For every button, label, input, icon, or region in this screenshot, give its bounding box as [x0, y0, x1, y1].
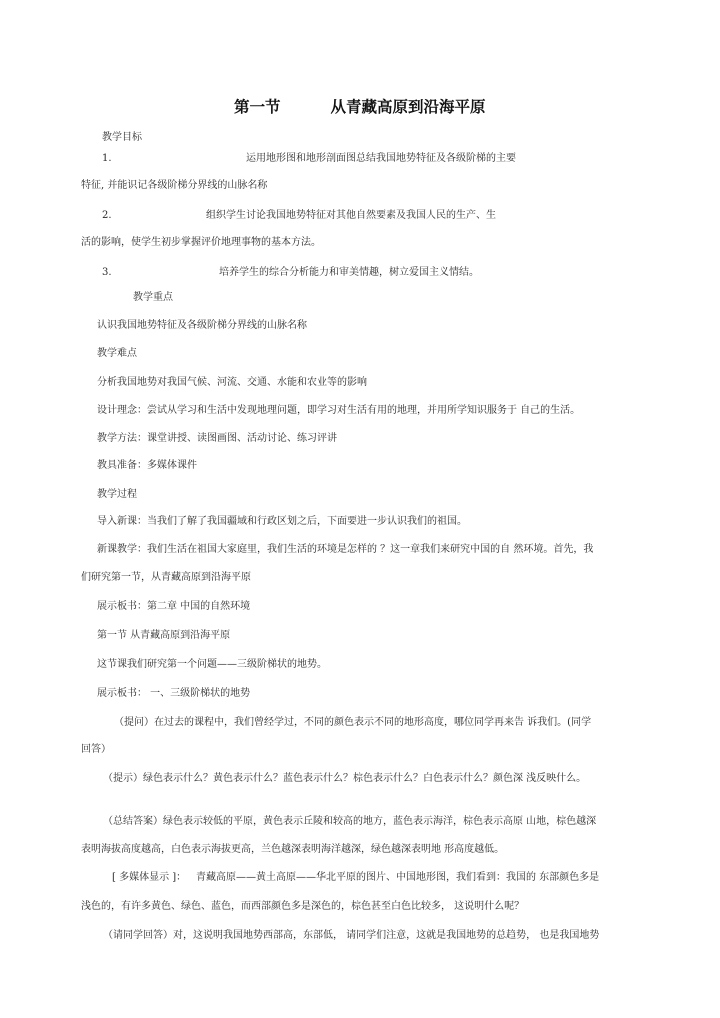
new-lesson-line-2: 们研究第一节，从青藏高原到沿海平原 [81, 572, 251, 583]
difficulties-heading: 教学难点 [97, 348, 137, 359]
intro-paragraph: 导入新课：当我们了解了我国疆域和行政区划之后，下面要进一步认识我们的祖国。 [97, 516, 467, 527]
new-lesson-line-1: 新课教学：我们生活在祖国大家庭里，我们生活的环境是怎样的 ？这一章我们来研究中国的自 然环境。首先，我 [97, 544, 594, 555]
objective-2-number: 2. [102, 210, 112, 221]
media-line-2: 浅色的，有许多黄色、绿色、蓝色，而西部颜色多是深色的，棕色甚至白色比较多， 这说明什么呢？ [81, 901, 525, 912]
board-display-1: 展示板书：第二章 中国的自然环境 [97, 601, 251, 612]
media-line-1: 青藏高原——黄土高原——华北平原的图片、中国地形图，我们看到：我国的 东部颜色多是 [196, 872, 600, 883]
section-number: 第一节 [234, 98, 281, 116]
summary-line-2: 表明海拔高度越高，白色表示海拔更高，兰色越深表明海洋越深，绿色越深表明地 形高度越低。 [81, 844, 505, 855]
ask-line-1: （提问）在过去的课程中，我们曾经学过，不同的颜色表示不同的地形高度，哪位同学再来告 诉我们。(同学 [114, 717, 592, 728]
objective-1-number: 1. [102, 153, 112, 164]
objective-2-line-2: 活的影响，使学生初步掌握评价地理事物的基本方法。 [81, 237, 321, 248]
hint-paragraph: （提示）绿色表示什么？黄色表示什么？蓝色表示什么？棕色表示什么？白色表示什么？颜色深 浅反映什么。 [103, 773, 587, 784]
difficulties-text: 分析我国地势对我国气候、河流、交通、水能和农业等的影响 [97, 377, 367, 388]
teaching-method: 教学方法：课堂讲授、读图画图、活动讨论、练习评讲 [97, 433, 337, 444]
objectives-heading: 教学目标 [102, 132, 142, 143]
board-display-2: 展示板书： 一、三级阶梯状的地势 [97, 688, 251, 699]
ask-line-2: 回答） [81, 744, 111, 755]
objective-3-line-1: 培养学生的综合分析能力和审美情趣，树立爱国主义情结。 [219, 267, 479, 278]
section-name: 从青藏高原到沿海平原 [330, 98, 486, 116]
page-title [234, 97, 486, 117]
teaching-tools: 教具准备：多媒体课件 [97, 460, 197, 471]
objective-2-line-1: 组织学生讨论我国地势特征对其他自然要素及我国人民的生产、生 [206, 210, 496, 221]
question-intro: 这节课我们研究第一个问题——三级阶梯状的地势。 [97, 659, 327, 670]
objective-3-number: 3. [102, 267, 112, 278]
key-points-heading: 教学重点 [133, 292, 173, 303]
design-concept: 设计理念：尝试从学习和生活中发现地理问题，即学习对生活有用的地理，并用所学知识服务于 自己的生活。 [97, 405, 581, 416]
objective-1-line-1: 运用地形图和地形剖面图总结我国地势特征及各级阶梯的主要 [246, 153, 516, 164]
process-heading: 教学过程 [97, 489, 137, 500]
section-line: 第一节 从青藏高原到沿海平原 [97, 630, 231, 641]
objective-1-line-2: 特征, 并能识记各级阶梯分界线的山脉名称 [81, 180, 268, 191]
answer-line-1: （请同学回答）对，这说明我国地势西部高，东部低， 请同学们注意，这就是我国地势的总趋势， 也是我国地势 [103, 930, 600, 941]
summary-line-1: （总结答案）绿色表示较低的平原，黄色表示丘陵和较高的地方，蓝色表示海洋，棕色表示高原 山地，棕色越深 [103, 816, 597, 827]
key-points-text: 认识我国地势特征及各级阶梯分界线的山脉名称 [97, 320, 307, 331]
media-display-tag: [ 多媒体显示 ]： [112, 872, 187, 883]
